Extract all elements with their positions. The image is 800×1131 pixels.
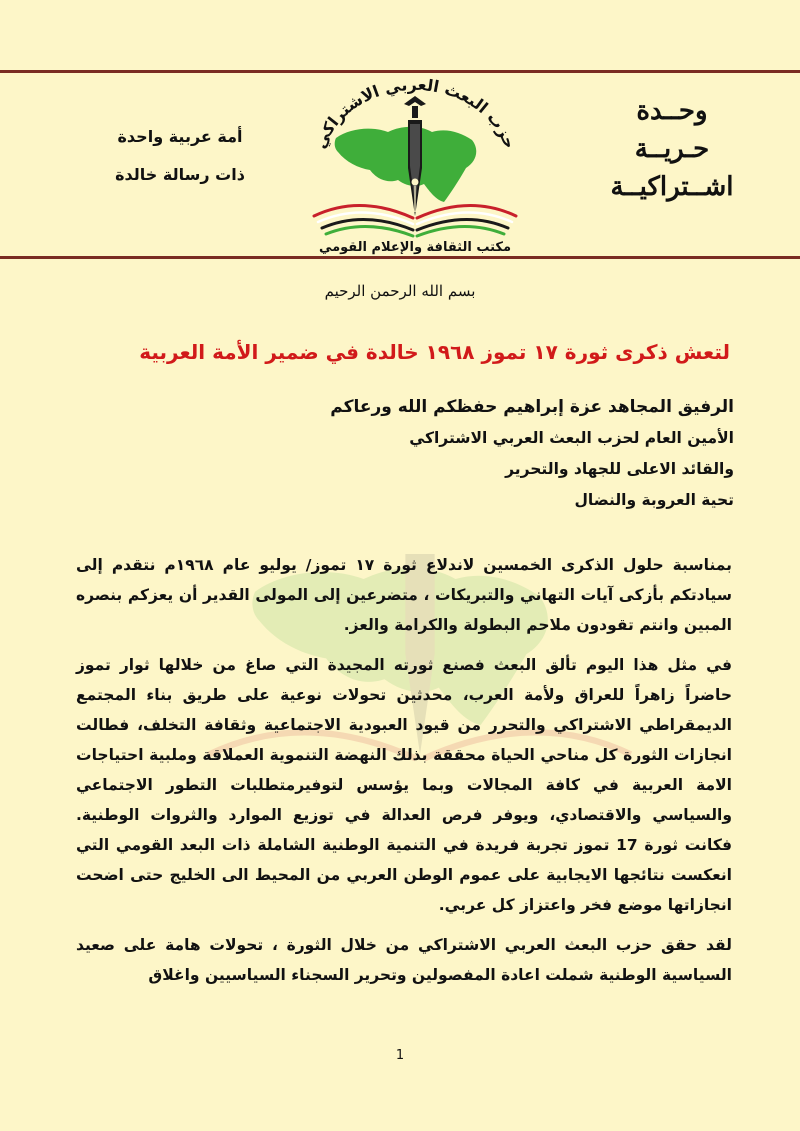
motto-word-unity: وحــدة [636,96,708,126]
addressee-title-secretary: الأمين العام لحزب البعث العربي الاشتراكي [409,429,734,447]
party-logo [300,76,530,256]
greeting: تحية العروبة والنضال [574,491,734,509]
addressee-block [300,392,734,516]
motto-word-freedom: حـريــة [634,134,710,164]
eagle-icon [404,96,426,118]
letter-body [76,550,732,1000]
party-motto-right [602,92,742,206]
paragraph-congratulations: بمناسبة حلول الذكرى الخمسين لاندلاع ثورة ١٧ تموز/ يوليو عام ١٩٦٨م نتقدم إلى سيادتكم بأزكى آيات التهاني والتبريكات ، متضرعين إلى المولى القدير أن يعزكم بنصره المبين وانتم تقودون ملاحم البطولة والكرامة والعز. [76,556,732,634]
motto-line-eternal-message: ذات رسالة خالدة [115,165,245,184]
basmala: بسم الله الرحمن الرحيم [324,282,476,300]
header-bottom-rule [0,256,800,259]
party-motto-left [100,118,260,194]
arab-world-map-icon [335,127,477,202]
document-title: لتعش ذكرى ثورة ١٧ تموز ١٩٦٨ خالدة في ضمير الأمة العربية [139,340,730,364]
logo-arc-text: حزب البعث العربي الاشتراكي [310,76,520,152]
paragraph-political-changes: لقد حقق حزب البعث العربي الاشتراكي من خلال الثورة ، تحولات هامة على صعيد السياسية الوطنية شملت اعادة المفصولين وتحرير السجناء السياسيين واغلاق [76,936,732,984]
pen-nib-icon [408,120,422,216]
addressee-title-commander: والقائد الاعلى للجهاد والتحرير [505,460,734,478]
page-number: 1 [395,1048,405,1063]
logo-caption: مكتب الثقافة والإعلام القومي [318,240,512,255]
addressee-name: الرفيق المجاهد عزة إبراهيم حفظكم الله ورعاكم [330,397,734,417]
motto-word-socialism: اشــتراكيــة [610,172,734,202]
paragraph-revolution-achievements: في مثل هذا اليوم تألق البعث فصنع ثورته المجيدة التي صاغ من خلالها ثوار تموز حاضراً زاهراً للعراق ولأمة العرب، محدثين تحولات نوعية على طريق بناء المجتمع الديمقراطي الاشتراكي والتحرر من قيود العبودية الاجتماعية وثقافة التخلف، فطالت انجازات الثورة كل مناحي الحياة محققة بذلك النهضة التنموية العملاقة وملبية احتياجات الامة العربية في كافة المجالات وبما يؤسس لتوفيرمتطلبات التطور الاجتماعي والسياسي والاقتصادي، ويوفر فرص العدالة في توزيع الموارد والثروات الوطنية. فكانت ثورة 17 تموز تجربة فريدة في التنمية الوطنية الشاملة ذات البعد القومي التي انعكست نتائجها الايجابية على عموم الوطن العربي من المحيط الى الخليج حتى اضحت انجازاتها موضع فخر واعتزاز كل عربي. [76,656,732,914]
header-top-rule [0,70,800,73]
motto-line-one-nation: أمة عربية واحدة [117,127,243,146]
